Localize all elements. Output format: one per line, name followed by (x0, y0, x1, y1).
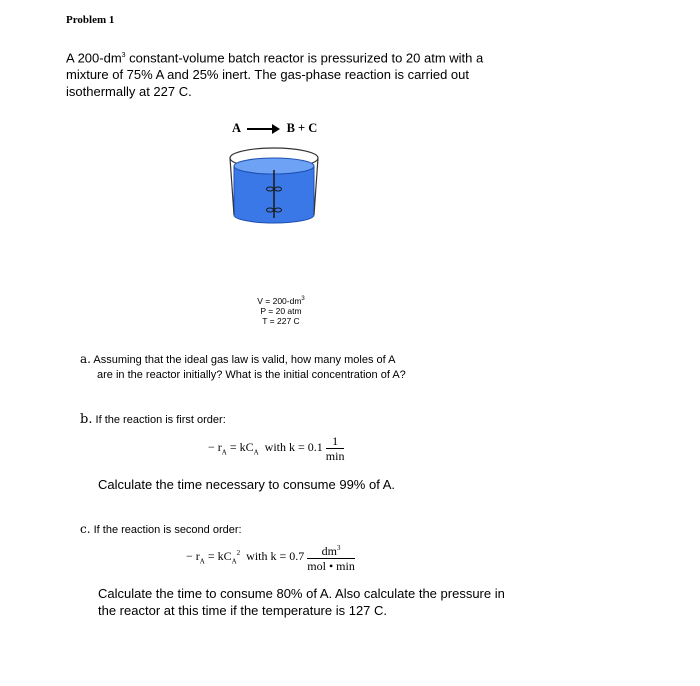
question-a-label: a. (80, 352, 91, 366)
question-a-line2: are in the reactor initially? What is the initial concentration of A? (97, 369, 406, 381)
question-a (80, 352, 406, 383)
second-order-rate-equation (186, 541, 355, 573)
reactor-wall-right (314, 158, 318, 215)
reactor-wall-left (230, 158, 234, 215)
rate-constant-units-c: $\frac{dm^3}{\text{mol • min}}$ (307, 541, 355, 573)
rate-law-b: − $r_A = kC_A$ with k = 0.1 (208, 440, 323, 457)
question-b-label: b. (80, 412, 93, 427)
problem-title: Problem 1 (66, 14, 115, 26)
question-b-task: Calculate the time necessary to consume 99% of A. (98, 477, 395, 492)
question-b (80, 412, 226, 427)
batch-reactor-diagram (228, 140, 324, 226)
reactant: A (232, 121, 241, 135)
intro-part2: constant-volume batch reactor is pressurized to 20 atm with a mixture of 75% A and 25% inert. The gas-phase reaction is carried out isothermally at 227 C. (66, 50, 484, 100)
intro-sup: 3 (121, 52, 126, 59)
rate-law-c: − $r_A = kC_A^2$ with k = 0.7 (186, 548, 305, 566)
rate-constant-units-b: $\frac{1}{\min}$ (325, 434, 345, 463)
pressure-value: P = 20 atm (260, 305, 302, 316)
reactor-conditions (236, 294, 326, 326)
problem-statement (66, 47, 486, 100)
products: B + C (286, 121, 318, 135)
reaction-arrow-icon (245, 124, 281, 134)
first-order-rate-equation (208, 434, 344, 463)
question-a-line1: Assuming that the ideal gas law is valid, how many moles of A (93, 354, 396, 366)
volume-value: $V = 200-dm^3$ (257, 295, 305, 306)
temperature-value: T = 227 C (262, 315, 300, 326)
question-c-label: c. (80, 522, 91, 536)
question-c-text: If the reaction is second order: (93, 524, 242, 536)
question-b-text: If the reaction is first order: (95, 414, 226, 426)
intro-part1: A 200-dm (66, 50, 122, 66)
question-c-task: Calculate the time to consume 80% of A. Also calculate the pressure in the reactor at this time if the temperature is 127 C. (98, 586, 505, 618)
question-c (80, 522, 242, 536)
reaction-equation (232, 121, 317, 136)
